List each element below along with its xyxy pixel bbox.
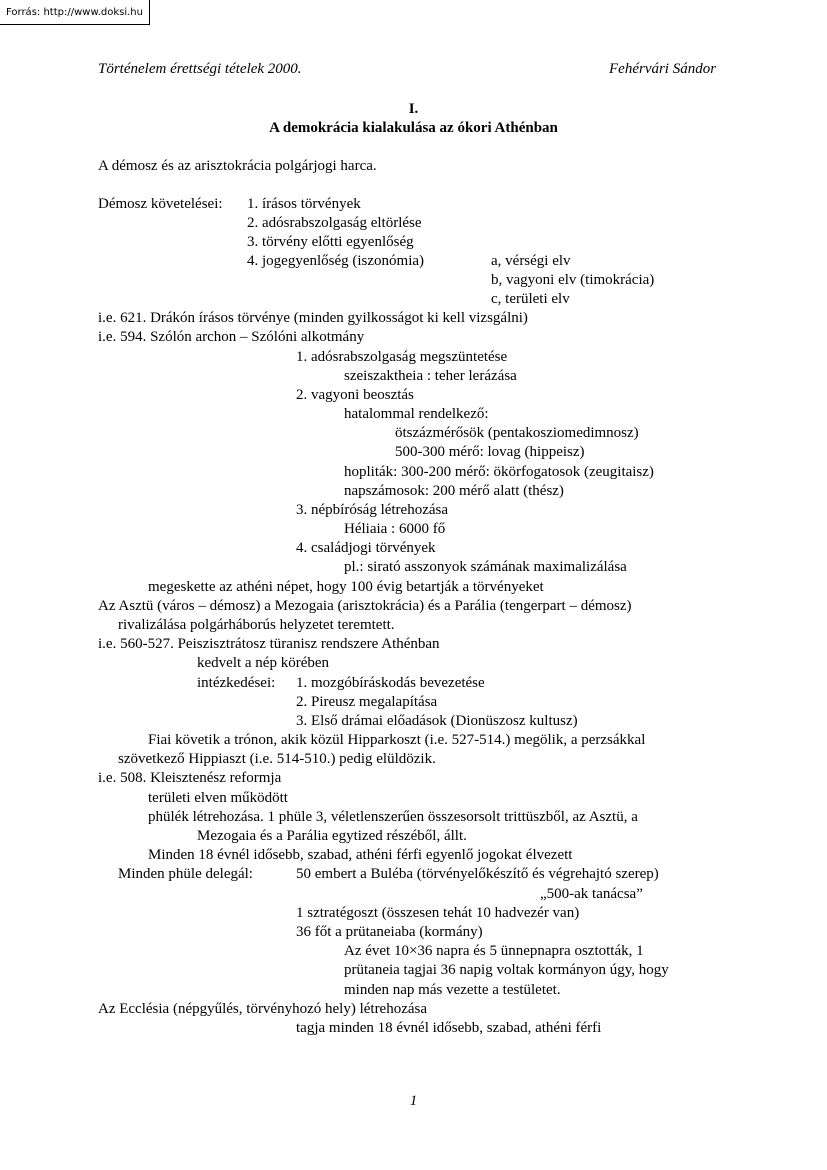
text-line: 50 embert a Buléba (törvényelőkészítő és végrehajtó szerep)	[296, 866, 659, 882]
text-line: hopliták: 300-200 mérő: ökörfogatosok (zeugitaisz)	[344, 464, 654, 480]
page-number: 1	[409, 1093, 418, 1109]
page-title: A demokrácia kialakulása az ókori Athénban	[269, 120, 558, 136]
text-line: szövetkező Hippiaszt (i.e. 514-510.) pedig elüldözik.	[118, 751, 436, 767]
text-line: minden nap más vezette a testületet.	[344, 982, 561, 998]
text-line: i.e. 621. Drákón írásos törvénye (minden gyilkosságot ki kell vizsgálni)	[98, 310, 528, 326]
text-line: a, vérségi elv	[491, 253, 571, 269]
text-line: tagja minden 18 évnél idősebb, szabad, athéni férfi	[296, 1020, 602, 1036]
text-line: Az Asztü (város – démosz) a Mezogaia (arisztokrácia) és a Parália (tengerpart – démosz)	[98, 598, 632, 614]
title-number: I.	[408, 101, 419, 117]
text-line: Az Ecclésia (népgyűlés, törvényhozó hely) létrehozása	[98, 1001, 428, 1017]
text-line: 2. vagyoni beosztás	[296, 387, 414, 403]
text-line: 4. jogegyenlőség (iszonómia)	[247, 253, 425, 269]
text-line: Mezogaia és a Parália egytized részéből, állt.	[197, 828, 467, 844]
text-line: prütaneia tagjai 36 napig voltak kormányon úgy, hogy	[344, 962, 669, 978]
text-line: területi elven működött	[148, 790, 288, 806]
text-line: intézkedései:	[197, 675, 276, 691]
text-line: kedvelt a nép körében	[197, 655, 330, 671]
text-line: c, területi elv	[491, 291, 570, 307]
text-line: 36 főt a prütaneiaba (kormány)	[296, 924, 483, 940]
text-line: 2. adósrabszolgaság eltörlése	[247, 215, 422, 231]
text-line: 4. családjogi törvények	[296, 540, 436, 556]
text-line: ötszázmérősök (pentakosziomedimnosz)	[395, 425, 639, 441]
header-right: Fehérvári Sándor	[609, 61, 717, 77]
text-line: Héliaia : 6000 fő	[344, 521, 446, 537]
text-line: „500-ak tanácsa”	[540, 886, 643, 902]
text-line: i.e. 508. Kleisztenész reformja	[98, 770, 282, 786]
text-line: 3. népbíróság létrehozása	[296, 502, 449, 518]
header-left: Történelem érettségi tételek 2000.	[98, 61, 302, 77]
text-line: Fiai követik a trónon, akik közül Hipparkoszt (i.e. 527-514.) megölik, a perzsákkal	[148, 732, 646, 748]
text-line: A démosz és az arisztokrácia polgárjogi harca.	[98, 158, 377, 174]
text-line: 3. Első drámai előadások (Dionüszosz kultusz)	[296, 713, 578, 729]
text-line: napszámosok: 200 mérő alatt (thész)	[344, 483, 564, 499]
text-line: 1. adósrabszolgaság megszüntetése	[296, 349, 508, 365]
text-line: 3. törvény előtti egyenlőség	[247, 234, 414, 250]
text-line: b, vagyoni elv (timokrácia)	[491, 272, 655, 288]
text-line: phülék létrehozása. 1 phüle 3, véletlenszerűen összesorsolt trittüszből, az Asztü, a	[148, 809, 638, 825]
text-line: Az évet 10×36 napra és 5 ünnepnapra osztották, 1	[344, 943, 644, 959]
source-label: Forrás: http://www.doksi.hu	[0, 0, 150, 25]
text-line: szeiszaktheia : teher lerázása	[344, 368, 517, 384]
text-line: 500-300 mérő: lovag (hippeisz)	[395, 444, 585, 460]
text-line: 1. mozgóbíráskodás bevezetése	[296, 675, 485, 691]
text-line: i.e. 594. Szólón archon – Szólóni alkotmány	[98, 329, 365, 345]
text-line: Minden 18 évnél idősebb, szabad, athéni férfi egyenlő jogokat élvezett	[148, 847, 573, 863]
text-line: Minden phüle delegál:	[118, 866, 253, 882]
text-line: i.e. 560-527. Peiszisztrátosz türanisz rendszere Athénban	[98, 636, 440, 652]
text-line: rivalizálása polgárháborús helyzetet teremtett.	[118, 617, 395, 633]
text-line: hatalommal rendelkező:	[344, 406, 489, 422]
text-line: megeskette az athéni népet, hogy 100 évig betartják a törvényeket	[148, 579, 544, 595]
text-line: 1. írásos törvények	[247, 196, 361, 212]
text-line: 1 sztratégoszt (összesen tehát 10 hadvezér van)	[296, 905, 580, 921]
text-line: Démosz követelései:	[98, 196, 223, 212]
text-line: 2. Pireusz megalapítása	[296, 694, 438, 710]
text-line: pl.: sirató asszonyok számának maximalizálása	[344, 559, 627, 575]
